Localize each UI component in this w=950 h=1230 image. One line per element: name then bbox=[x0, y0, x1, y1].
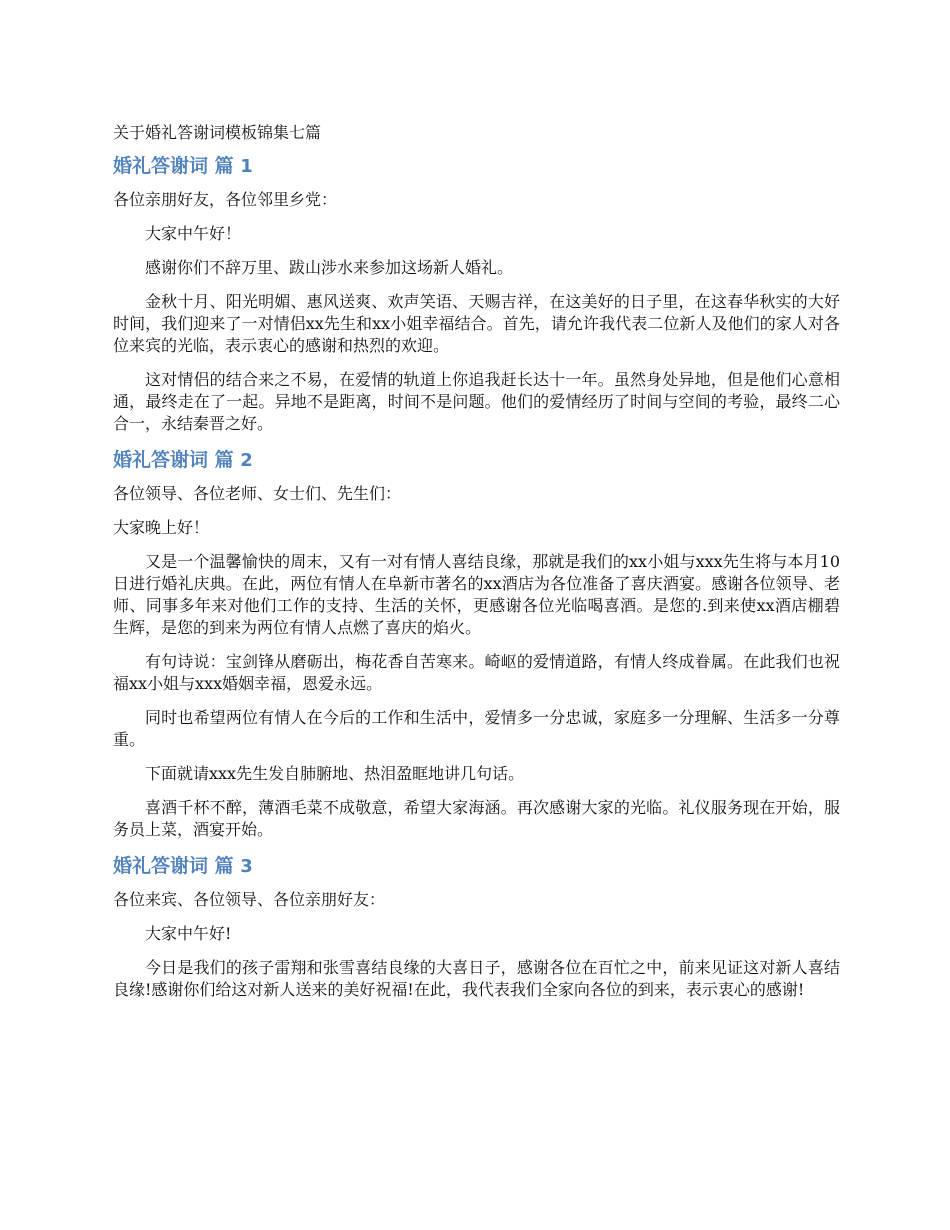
section-heading-number: 1 bbox=[240, 156, 253, 177]
section-heading-number: 2 bbox=[240, 450, 253, 471]
paragraph: 有句诗说：宝剑锋从磨砺出，梅花香自苦寒来。崎岖的爱情道路，有情人终成眷属。在此我们也祝福xx小姐与xxx婚姻幸福，恩爱永远。 bbox=[113, 652, 840, 693]
salutation: 各位亲朋好友，各位邻里乡党： bbox=[113, 190, 338, 209]
section-heading bbox=[113, 153, 840, 180]
section-heading-number: 3 bbox=[240, 856, 253, 877]
paragraph: 这对情侣的结合来之不易，在爱情的轨道上你追我赶长达十一年。虽然身处异地，但是他们心意相通，最终走在了一起。异地不是距离，时间不是问题。他们的爱情经历了时间与空间的考验，最终二心合一，永结秦晋之好。 bbox=[113, 370, 840, 433]
paragraph: 今日是我们的孩子雷翔和张雪喜结良缘的大喜日子，感谢各位在百忙之中，前来见证这对新人喜结良缘!感谢你们给这对新人送来的美好祝福!在此，我代表我们全家向各位的到来，表示衷心的感谢! bbox=[113, 958, 840, 999]
paragraph: 金秋十月、阳光明媚、惠风送爽、欢声笑语、天赐吉祥，在这美好的日子里，在这春华秋实的大好时间，我们迎来了一对情侣xx先生和xx小姐幸福结合。首先，请允许我代表二位新人及他们的家人对各位来宾的光临，表示衷心的感谢和热烈的欢迎。 bbox=[113, 292, 840, 355]
section-heading-label: 婚礼答谢词 篇 bbox=[113, 449, 234, 471]
greeting: 大家晚上好！ bbox=[113, 518, 210, 537]
greeting: 大家中午好！ bbox=[145, 224, 242, 243]
section-heading bbox=[113, 447, 840, 474]
paragraph: 同时也希望两位有情人在今后的工作和生活中，爱情多一分忠诚，家庭多一分理解、生活多一分尊重。 bbox=[113, 708, 840, 749]
paragraph: 下面就请xxx先生发自肺腑地、热泪盈眶地讲几句话。 bbox=[145, 764, 525, 783]
section-1 bbox=[113, 153, 840, 435]
document-title: 关于婚礼答谢词模板锦集七篇 bbox=[113, 123, 322, 142]
salutation: 各位来宾、各位领导、各位亲朋好友： bbox=[113, 890, 386, 909]
section-2 bbox=[113, 447, 840, 841]
paragraph: 感谢你们不辞万里、跋山涉水来参加这场新人婚礼。 bbox=[145, 258, 514, 277]
salutation: 各位领导、各位老师、女士们、先生们： bbox=[113, 484, 402, 503]
section-3 bbox=[113, 853, 840, 1001]
paragraph: 喜酒千杯不醉，薄酒毛菜不成敬意，希望大家海涵。再次感谢大家的光临。礼仪服务现在开始，服务员上菜，酒宴开始。 bbox=[113, 798, 840, 839]
section-heading bbox=[113, 853, 840, 880]
section-heading-label: 婚礼答谢词 篇 bbox=[113, 855, 234, 877]
document-page bbox=[113, 122, 840, 1013]
greeting: 大家中午好! bbox=[145, 924, 232, 943]
section-heading-label: 婚礼答谢词 篇 bbox=[113, 155, 234, 177]
paragraph: 又是一个温馨愉快的周末，又有一对有情人喜结良缘，那就是我们的xx小姐与xxx先生将与本月10日进行婚礼庆典。在此，两位有情人在阜新市著名的xx酒店为各位准备了喜庆酒宴。感谢各位领导、老师、同事多年来对他们工作的支持、生活的关怀，更感谢各位光临喝喜酒。是您的.到来使xx酒店棚碧生辉，是您的到来为两位有情人点燃了喜庆的焰火。 bbox=[113, 552, 840, 637]
